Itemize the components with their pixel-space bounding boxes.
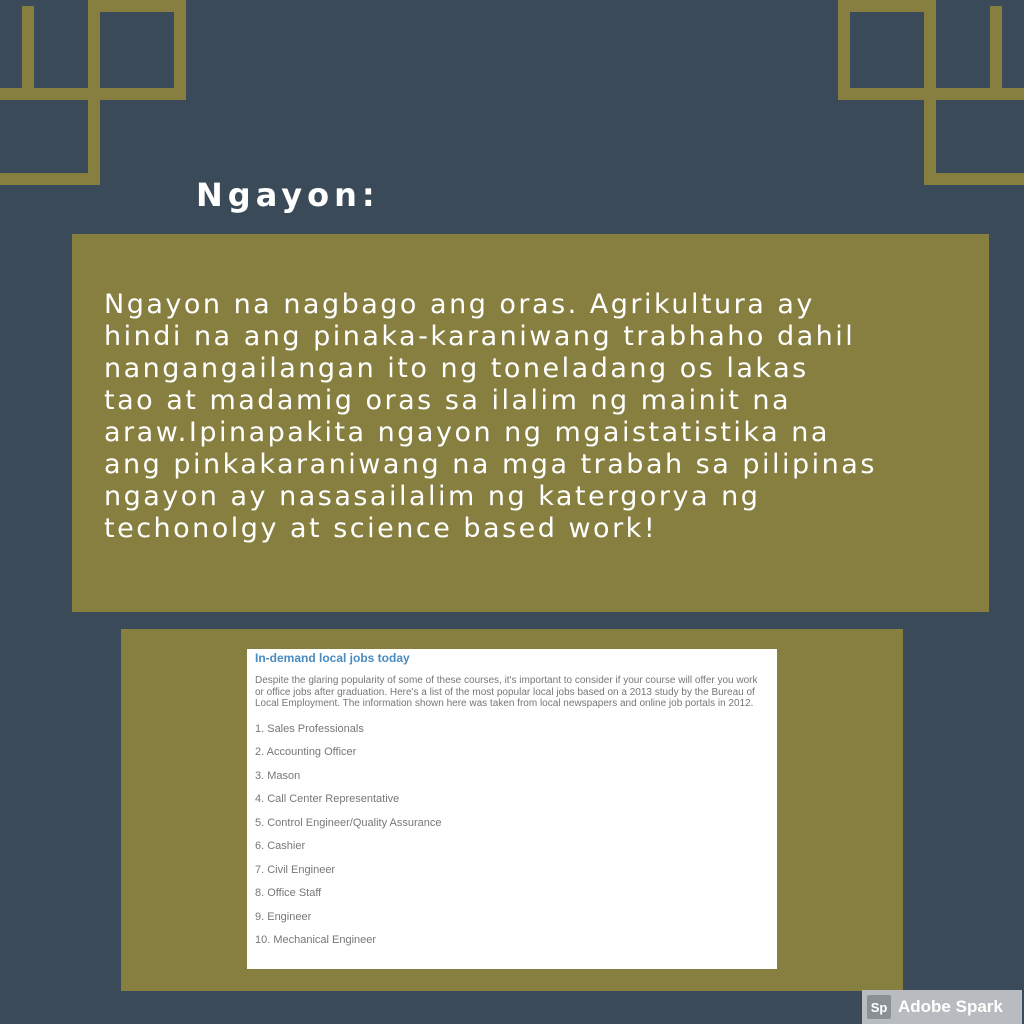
paragraph-line: techonolgy at science based work! bbox=[104, 513, 658, 544]
list-item: 2. Accounting Officer bbox=[255, 746, 357, 758]
paragraph-line: ngayon ay nasasailalim ng katergorya ng bbox=[104, 481, 761, 512]
paragraph-line: Ngayon na nagbago ang oras. Agrikultura ay bbox=[104, 289, 815, 320]
list-item: 9. Engineer bbox=[255, 910, 312, 923]
embedded-screenshot bbox=[247, 649, 777, 969]
right-corner-ornament-icon bbox=[836, 0, 1024, 185]
paragraph-line: ang pinkakaraniwang na mga trabah sa pilipinas bbox=[104, 449, 877, 480]
badge-label: Adobe Spark bbox=[898, 997, 1003, 1016]
paragraph-line: hindi na ang pinaka-karaniwang trabhaho dahil bbox=[104, 321, 856, 352]
list-item: 6. Cashier bbox=[255, 840, 306, 852]
list-item: 10. Mechanical Engineer bbox=[255, 934, 377, 946]
adobe-spark-badge[interactable] bbox=[862, 990, 1022, 1024]
jobs-list bbox=[255, 718, 769, 953]
page-heading: Ngayon: bbox=[196, 176, 380, 214]
paragraph-line: araw.Ipinapakita ngayon ng mgaistatistika na bbox=[104, 417, 830, 448]
text-panel bbox=[72, 234, 989, 612]
left-corner-ornament-icon bbox=[0, 0, 190, 185]
list-item: 4. Call Center Representative bbox=[255, 793, 400, 805]
list-item: 5. Control Engineer/Quality Assurance bbox=[255, 816, 442, 829]
list-item: 3. Mason bbox=[255, 769, 301, 782]
paragraph-line: nangangailangan ito ng toneladang os lakas bbox=[104, 353, 809, 384]
screenshot-description: Despite the glaring popularity of some of these courses, it's important to consider if your course will offer you work or office jobs after graduation. Here's a list of the most popular local jobs based on a 2013 study by the Bureau of Local Employment. The information shown here was taken from local newspapers and online job portals in 2012. bbox=[255, 675, 758, 709]
screenshot-title: In-demand local jobs today bbox=[255, 651, 410, 665]
list-item: 1. Sales Professionals bbox=[255, 722, 364, 735]
body-paragraph bbox=[104, 289, 964, 545]
list-item: 7. Civil Engineer bbox=[255, 863, 336, 876]
paragraph-line: tao at madamig oras sa ilalim ng mainit na bbox=[104, 385, 792, 416]
list-item: 8. Office Staff bbox=[255, 887, 322, 899]
adobe-spark-logo-icon: Sp bbox=[867, 995, 891, 1019]
screenshot-frame bbox=[121, 629, 903, 991]
